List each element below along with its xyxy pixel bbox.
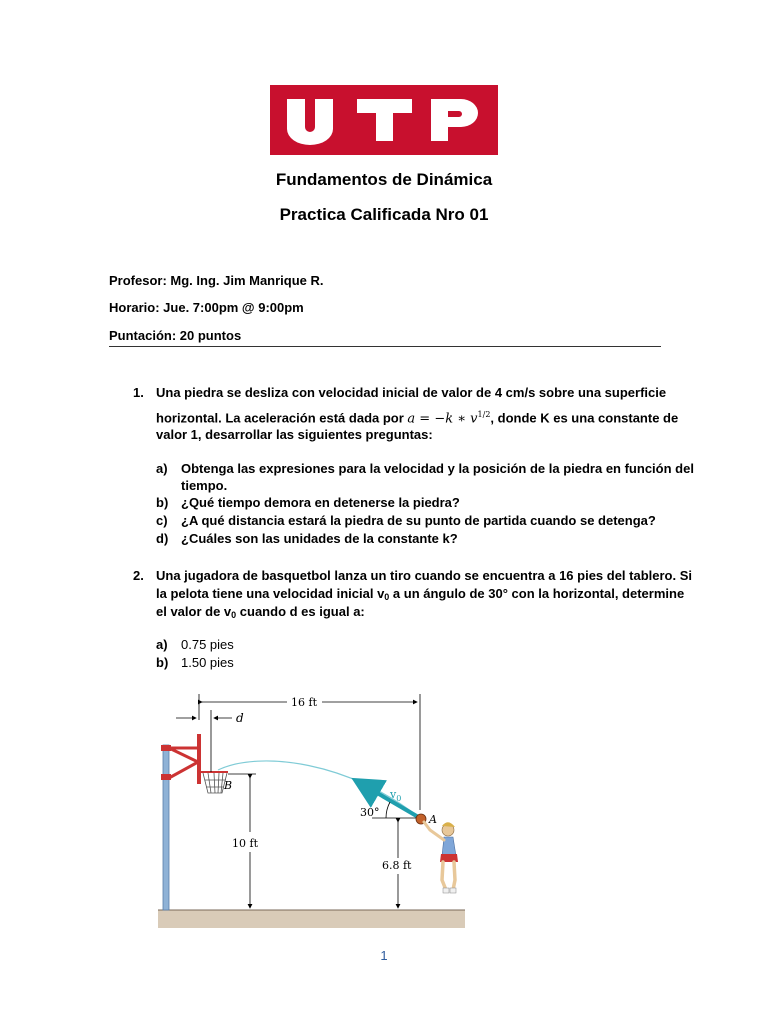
utp-logo [270,85,498,155]
v0-label [389,788,401,803]
question-1-line-3: valor 1, desarrollar las siguientes preguntas: [156,427,433,442]
question-2-line-3-post: cuando d es igual a: [236,604,365,619]
ground [158,910,465,928]
question-1-line-2 [156,406,678,428]
question-1-line-2-pre: horizontal. La aceleración está dada por [156,410,408,426]
a-label: A [429,813,437,826]
option-label: c) [156,513,168,528]
question-2-line-3-pre: el valor de v [156,604,232,619]
hoop-support [169,748,198,778]
acceleration-formula: a = −k ∗ v [407,411,478,427]
backboard [197,734,201,784]
option-label: b) [156,495,169,510]
option-label: a) [156,461,168,476]
option-label: d) [156,531,169,546]
header-divider [109,346,661,347]
v-subscript: 0 [384,592,390,602]
angle-label: 30° [360,806,380,819]
option-text: 1.50 pies [181,655,234,670]
hoop-height-label: 10 ft [232,837,258,850]
option-text: 0.75 pies [181,637,234,652]
option-label: b) [156,655,169,670]
option-text: ¿Cuáles son las unidades de la constante k? [181,531,458,546]
hoop-pole [163,745,169,910]
v0-subscript: 0 [396,794,402,803]
basketball-figure [150,690,470,935]
release-height-label: 6.8 ft [382,859,412,872]
question-1-number: 1. [133,385,144,400]
question-2-line-1: Una jugadora de basquetbol lanza un tiro cuando se encuentra a 16 pies del tablero. Si [156,568,693,583]
profesor-line: Profesor: Mg. Ing. Jim Manrique R. [109,273,324,288]
document-subtitle: Practica Calificada Nro 01 [279,205,489,224]
document-title: Fundamentos de Dinámica [275,170,493,189]
puntacion-line: Puntación: 20 puntos [109,328,242,343]
option-text: Obtenga las expresiones para la velocidad y la posición de la piedra en función del [181,461,694,476]
question-1-line-1: Una piedra se desliza con velocidad inicial de valor de 4 cm/s sobre una superficie [156,385,667,400]
v-subscript: 0 [231,610,237,620]
option-text-continued: tiempo. [181,478,228,493]
formula-exponent: 1/2 [477,410,491,419]
question-1-line-2-post: , donde K es una constante de [490,410,679,426]
option-text: ¿A qué distancia estará la piedra de su punto de partida cuando se detenga? [181,513,656,528]
question-2-line-2-mid: a un ángulo de 30° con la horizontal, determine [389,586,685,601]
basketball-player [424,822,458,893]
basketball-diagram [150,690,470,930]
option-text: ¿Qué tiempo demora en detenerse la piedra? [181,495,460,510]
d-label: d [236,711,244,725]
utp-logo-graphic [270,85,498,155]
v0-letter: v [390,788,397,801]
option-label: a) [156,637,168,652]
distance-label: 16 ft [291,696,317,709]
b-label: B [224,779,233,792]
horario-line: Horario: Jue. 7:00pm @ 9:00pm [109,300,304,315]
question-2-line-3 [156,603,365,624]
question-2-line-2-pre: la pelota tiene una velocidad inicial v [156,586,385,601]
page-number: 1 [380,948,388,963]
question-2-number: 2. [133,568,144,583]
